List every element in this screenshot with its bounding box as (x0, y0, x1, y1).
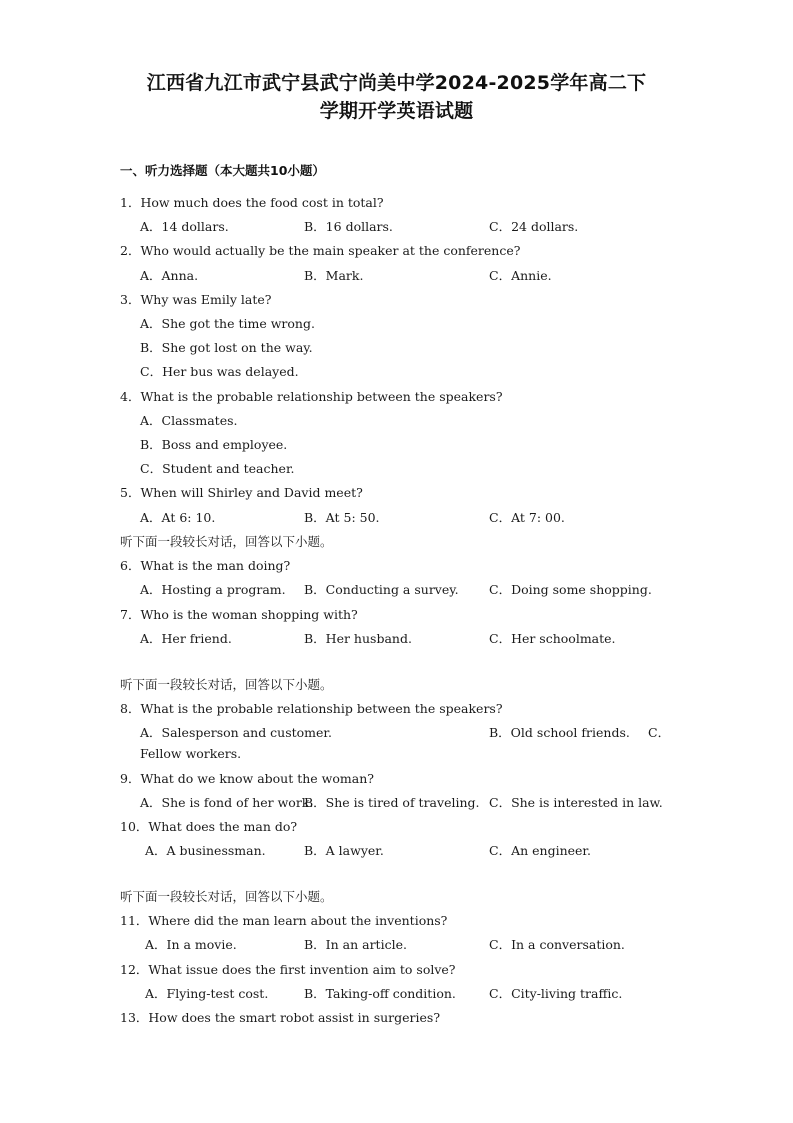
question-6: 6．What is the man doing? (120, 558, 291, 573)
instruction-2: 听下面一段较长对话，回答以下小题。 (120, 677, 333, 692)
q6-option-a: A．Hosting a program. (140, 582, 286, 597)
q11-option-a: A．In a movie. (145, 937, 237, 952)
q7-option-c: C．Her schoolmate. (489, 631, 616, 646)
q2-option-c: C．Annie. (489, 268, 552, 283)
q7-option-a: A．Her friend. (140, 631, 232, 646)
q11-option-c: C．In a conversation. (489, 937, 625, 952)
question-10: 10．What does the man do? (120, 819, 298, 834)
q10-option-b: B．A lawyer. (304, 843, 384, 858)
q12-option-c: C．City-living traffic. (489, 986, 623, 1001)
q1-option-c: C．24 dollars. (489, 219, 579, 234)
q2-option-b: B．Mark. (304, 268, 364, 283)
document-title-line1: 江西省九江市武宁县武宁尚美中学2024-2025学年高二下 (146, 72, 647, 94)
q9-option-a: A．She is fond of her work. (140, 795, 314, 810)
q6-option-c: C．Doing some shopping. (489, 582, 652, 597)
q3-option-c: C．Her bus was delayed. (140, 364, 299, 379)
q1-option-b: B．16 dollars. (304, 219, 393, 234)
q8-option-a: A．Salesperson and customer. (140, 725, 333, 740)
instruction-3: 听下面一段较长对话，回答以下小题。 (120, 889, 333, 904)
question-3: 3．Why was Emily late? (120, 292, 272, 307)
q4-option-b: B．Boss and employee. (140, 437, 288, 452)
q8-option-c: Fellow workers. (140, 746, 242, 761)
q7-option-b: B．Her husband. (304, 631, 412, 646)
q5-option-c: C．At 7: 00. (489, 510, 565, 525)
question-7: 7．Who is the woman shopping with? (120, 607, 358, 622)
q2-option-a: A．Anna. (140, 268, 199, 283)
q8-option-b: B．Old school friends. (489, 725, 630, 740)
section-heading: 一、听力选择题（本大题共10小题） (120, 163, 325, 178)
q10-option-c: C．An engineer. (489, 843, 591, 858)
q4-option-c: C．Student and teacher. (140, 461, 295, 476)
q5-option-a: A．At 6: 10. (140, 510, 216, 525)
q1-option-a: A．14 dollars. (140, 219, 229, 234)
question-11: 11．Where did the man learn about the inventions? (120, 913, 448, 928)
q9-option-b: B．She is tired of traveling. (304, 795, 480, 810)
q12-option-a: A．Flying-test cost. (145, 986, 269, 1001)
document-title-line2: 学期开学英语试题 (319, 100, 474, 122)
question-13: 13．How does the smart robot assist in surgeries? (120, 1010, 441, 1025)
q5-option-b: B．At 5: 50. (304, 510, 380, 525)
q11-option-b: B．In an article. (304, 937, 407, 952)
instruction-1: 听下面一段较长对话，回答以下小题。 (120, 534, 333, 549)
question-2: 2．Who would actually be the main speaker at the conference? (120, 243, 521, 258)
q10-option-a: A．A businessman. (145, 843, 266, 858)
q6-option-b: B．Conducting a survey. (304, 582, 459, 597)
question-9: 9．What do we know about the woman? (120, 771, 374, 786)
q3-option-b: B．She got lost on the way. (140, 340, 313, 355)
q9-option-c: C．She is interested in law. (489, 795, 663, 810)
question-8: 8．What is the probable relationship between the speakers? (120, 701, 503, 716)
question-5: 5．When will Shirley and David meet? (120, 485, 363, 500)
q12-option-b: B．Taking-off condition. (304, 986, 456, 1001)
q4-option-a: A．Classmates. (140, 413, 238, 428)
q3-option-a: A．She got the time wrong. (140, 316, 315, 331)
question-12: 12．What issue does the first invention aim to solve? (120, 962, 456, 977)
q8-option-c-label: C． (648, 725, 671, 740)
question-1: 1．How much does the food cost in total? (120, 195, 384, 210)
question-4: 4．What is the probable relationship between the speakers? (120, 389, 503, 404)
